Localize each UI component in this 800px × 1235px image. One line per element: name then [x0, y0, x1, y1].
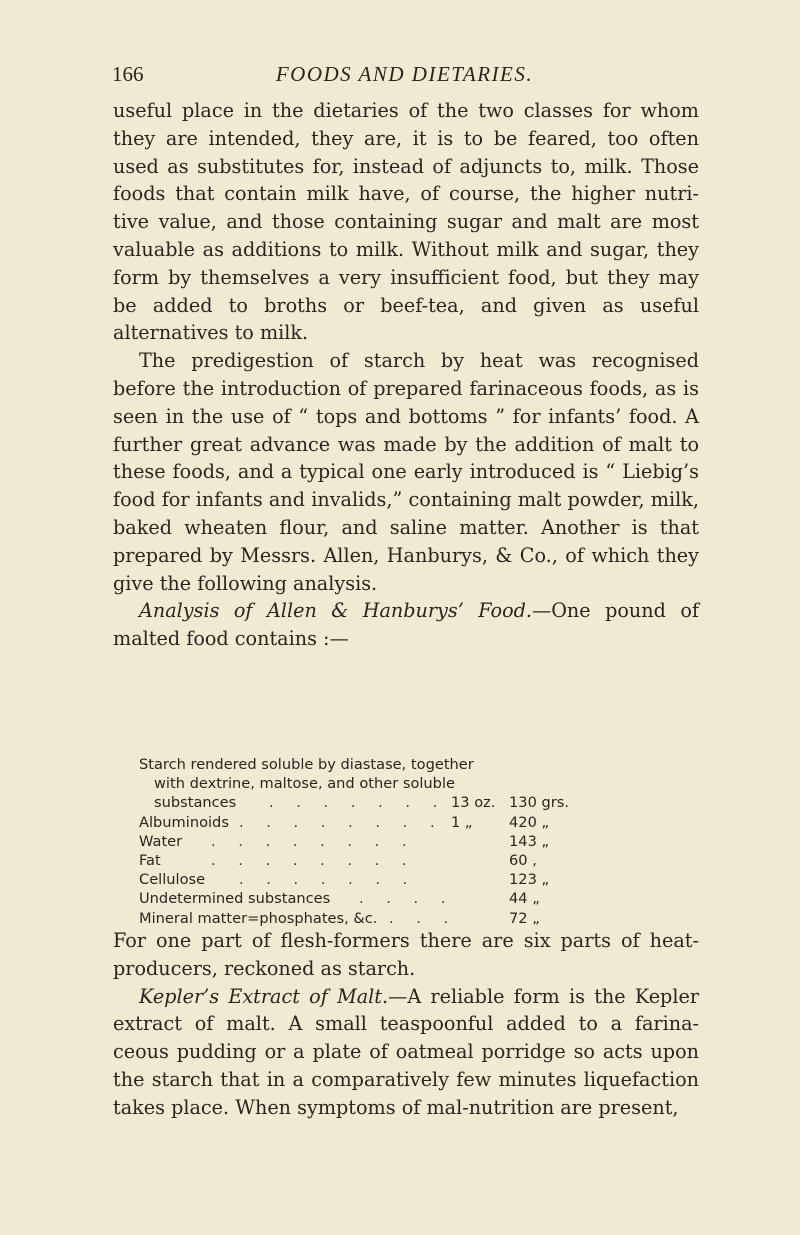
row-label: with dextrine, maltose, and other soluble — [154, 775, 455, 793]
table-row — [139, 889, 699, 908]
running-title: FOODS AND DIETARIES. — [275, 62, 534, 86]
row-grs: 420 „ — [509, 813, 550, 831]
row-grs: 60 , — [509, 851, 537, 869]
row-grs: 143 „ — [509, 832, 550, 850]
row-label: Albuminoids — [139, 813, 229, 831]
paragraph-3 — [113, 597, 699, 653]
row-grs: 123 „ — [509, 871, 550, 889]
leader-dots: . . . . . . . . — [211, 832, 416, 850]
body-text — [113, 97, 699, 653]
body-text-continued — [113, 927, 699, 1122]
row-label: Cellulose — [139, 871, 206, 889]
table-row — [139, 755, 699, 774]
table-row — [139, 832, 699, 851]
table-row — [139, 870, 699, 889]
row-oz: 13 oz. — [451, 794, 496, 812]
row-label: Undetermined substances — [139, 890, 331, 908]
row-grs: 72 „ — [509, 909, 540, 927]
table-row — [139, 851, 699, 870]
table-row — [139, 774, 699, 793]
analysis-intro: —One pound of malted food contains :— — [113, 599, 699, 651]
row-label: Mineral matter=phosphates, &c. — [139, 909, 378, 927]
kepler-text: —A reliable form is the Kepler extract of malt. A small teaspoonful added to a farina- ceous pudding or a plate of oatmeal porridge so acts upon the starch that in a comparatively few minutes liquefaction takes place. When symptoms of mal-nutrition are present, — [113, 984, 699, 1119]
row-oz: 1 „ — [451, 813, 473, 831]
paragraph-1: useful place in the dietaries of the two classes for whom they are intended, they are, it is to be feared, too often used as substitutes for, instead of adjuncts to, milk. Those foods that contain milk have, of course, the higher nutri- tive value, and those containing sugar and malt are most valuable as additions to milk. Without milk and sugar, they form by themselves a very insufficient food, but they may be added to broths or beef-tea, and given as useful alternatives to milk. — [113, 99, 699, 345]
row-label: Fat — [139, 851, 161, 869]
row-label: substances — [154, 794, 237, 812]
table-row — [139, 813, 699, 832]
page-header — [112, 62, 697, 88]
paragraph-2: The predigestion of starch by heat was recognised before the introduction of prepared farinaceous foods, as is seen in the use of “ tops and bottoms ” for infants’ food. A further great advance was made by the addition of malt to these foods, and a typical one early introduced is “ Liebig’s food for infants and invalids,” containing malt powder, milk, baked wheaten flour, and saline matter. Another is that prepared by Messrs. Allen, Hanburys, & Co., of which they give the following analysis. — [113, 349, 699, 595]
paragraph-4: For one part of flesh-formers there are six parts of heat- producers, reckoned as starch. — [113, 929, 699, 980]
analysis-table — [139, 755, 699, 928]
page-number: 166 — [112, 62, 144, 86]
leader-dots: . . . . . . . — [239, 871, 417, 889]
leader-dots: . . . . . . . . — [239, 813, 444, 831]
row-grs: 44 „ — [509, 890, 540, 908]
row-grs: 130 grs. — [509, 794, 569, 812]
leader-dots: . . . . — [359, 890, 455, 908]
table-row — [139, 909, 699, 928]
leader-dots: . . . — [389, 909, 458, 927]
analysis-heading: Analysis of Allen & Hanburys’ Food. — [139, 599, 533, 623]
leader-dots: . . . . . . . — [269, 794, 447, 812]
table-row — [139, 793, 699, 812]
row-label: Water — [139, 832, 183, 850]
kepler-heading: Kepler’s Extract of Malt. — [139, 984, 389, 1008]
leader-dots: . . . . . . . . — [211, 851, 416, 869]
row-label: Starch rendered soluble by diastase, together — [139, 756, 474, 773]
paragraph-5 — [113, 983, 699, 1122]
